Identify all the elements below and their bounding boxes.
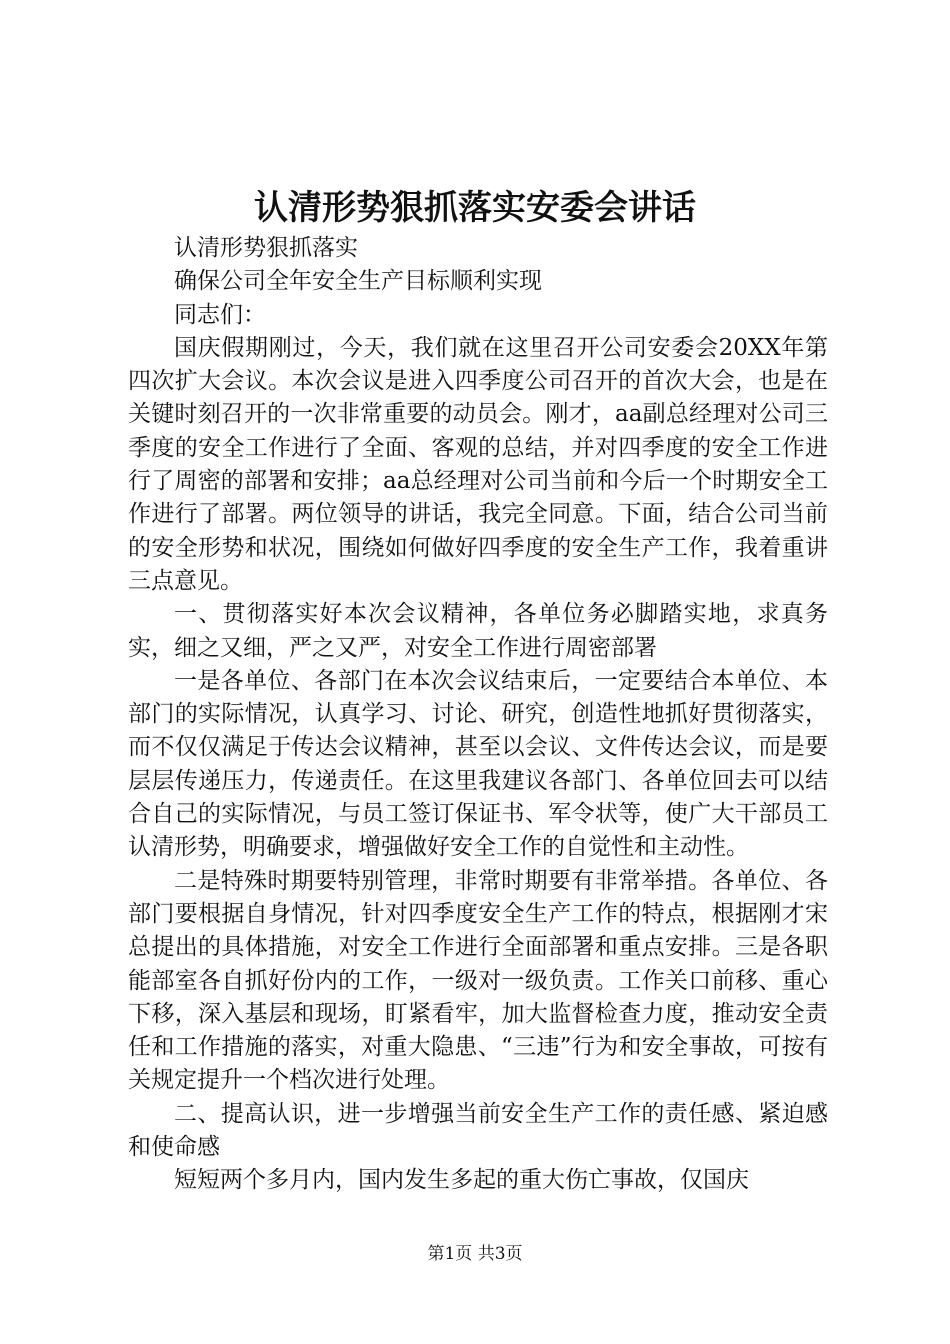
page-footer: 第1页 共3页 [427, 1244, 523, 1264]
paragraph-section-2-heading: 二、提高认识，进一步增强当前安全生产工作的责任感、紧迫感和使命感 [128, 1100, 828, 1161]
paragraph-salutation: 同志们： [174, 301, 266, 328]
paragraph-subtitle-1: 认清形势狠抓落实 [174, 235, 358, 261]
paragraph-section-1-heading: 一、贯彻落实好本次会议精神，各单位务必脚踏实地，求真务实，细之又细，严之又严，对安全工作进行周密部署 [128, 601, 828, 661]
paragraph-subtitle-2: 确保公司全年安全生产目标顺利实现 [174, 268, 542, 295]
paragraph-opening: 国庆假期刚过，今天，我们就在这里召开公司安委会20XX年第四次扩大会议。本次会议是进入四季度公司召开的首次大会，也是在关键时刻召开的一次非常重要的动员会。刚才，aa副总经理对公司三季度的安全工作进行了全面、客观的总结，并对四季度的安全工作进行了周密的部署和安排；aa总经理对公司当前和今后一个时期安全工作进行了部署。两位领导的讲话，我完全同意。下面，结合公司当前的安全形势和状况，围绕如何做好四季度的安全生产工作，我着重讲三点意见。 [128, 334, 828, 594]
document-title: 认清形势狠抓落实安委会讲话 [254, 188, 696, 228]
paragraph-section-2-body: 短短两个多月内，国内发生多起的重大伤亡事故，仅国庆 [174, 1167, 749, 1194]
paragraph-point-1: 一是各单位、各部门在本次会议结束后，一定要结合本单位、本部门的实际情况，认真学习、讨论、研究，创造性地抓好贯彻落实，而不仅仅满足于传达会议精神，甚至以会议、文件传达会议，而是要层层传递压力，传递责任。在这里我建议各部门、各单位回去可以结合自己的实际情况，与员工签订保证书、军令状等，使广大干部员工认清形势，明确要求，增强做好安全工作的自觉性和主动性。 [128, 667, 828, 861]
paragraph-point-2: 二是特殊时期要特别管理，非常时期要有非常举措。各单位、各部门要根据自身情况，针对四季度安全生产工作的特点，根据刚才宋总提出的具体措施，对安全工作进行全面部署和重点安排。三是各职能部室各自抓好份内的工作，一级对一级负责。工作关口前移、重心下移，深入基层和现场，盯紧看牢，加大监督检查力度，推动安全责任和工作措施的落实，对重大隐患、“三违”行为和安全事故，可按有关规定提升一个档次进行处理。 [128, 867, 828, 1094]
document-body [128, 232, 828, 1198]
